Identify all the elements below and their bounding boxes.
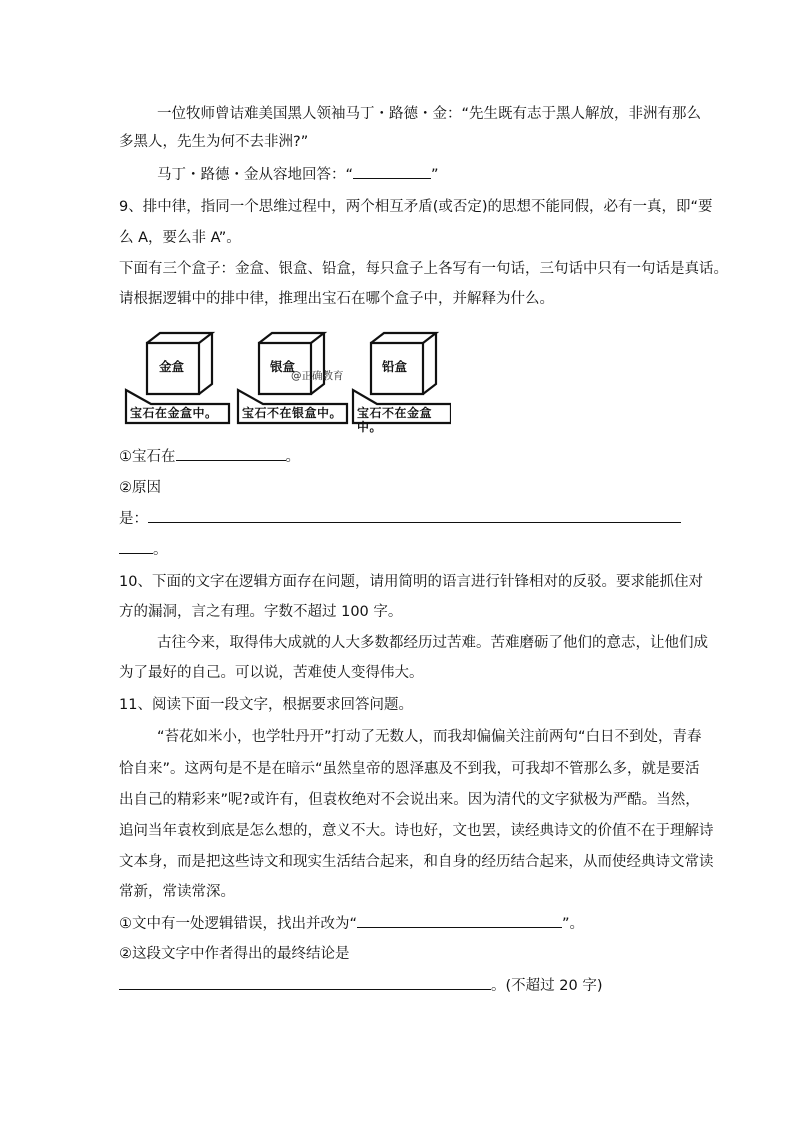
answer-line [119,913,584,934]
paragraph-line: 为了最好的自己。可以说，苦难使人变得伟大。 [119,665,424,681]
gold-box-caption: 宝石在金盒中。 [130,406,218,420]
answer-blank[interactable] [148,508,681,523]
answer-line [119,539,168,560]
answer-prompt: 马丁・路德・金从容地回答：“ [157,167,354,183]
paragraph-line: 多黑人，先生为何不去非洲?” [119,134,309,150]
period: 。 [285,449,300,465]
question-9-line: 9、排中律，指同一个思维过程中，两个相互矛盾(或否定)的思想不能同假，必有一真，即“要 [119,199,713,215]
period: 。 [153,542,168,558]
answer-blank[interactable] [353,164,431,179]
answer-line [119,446,300,467]
word-limit-note: 。(不超过 20 字) [491,978,603,994]
close-quote: ”。 [562,916,585,932]
question-11-line: 11、阅读下面一段文字，根据要求回答问题。 [119,697,413,713]
answer-blank[interactable] [119,975,491,990]
paragraph-line: 文本身，而是把这些诗文和现实生活结合起来，和自身的经历结合起来，从而使经典诗文常读 [119,854,714,870]
answer-prompt: ②原因 [119,480,161,496]
silver-box-caption: 宝石不在银盒中。 [242,406,343,420]
answer-blank[interactable] [357,913,562,928]
paragraph-line: 出自己的精彩来”呢?或许有，但袁枚绝对不会说出来。因为清代的文字狱极为严酷。当然， [119,792,700,808]
question-9-line: 请根据逻辑中的排中律，推理出宝石在哪个盒子中，并解释为什么。 [119,291,554,307]
lead-box-label: 铅盒 [382,359,408,374]
question-9-line: 下面有三个盒子：金盒、银盒、铅盒，每只盒子上各写有一句话，三句话中只有一句话是真话。 [119,261,728,277]
paragraph-line: 古往今来，取得伟大成就的人大多数都经历过苦难。苦难磨砺了他们的意志，让他们成 [157,635,708,651]
question-10-line: 10、下面的文字在逻辑方面存在问题，请用简明的语言进行针锋相对的反驳。要求能抓住对 [119,574,703,590]
watermark: @正确教育 [291,370,344,382]
close-quote: ” [431,167,439,183]
paragraph-line: 一位牧师曾诘难美国黑人领袖马丁・路德・金：“先生既有志于黑人解放，非洲有那么 [157,106,702,122]
answer-blank[interactable] [119,539,153,554]
paragraph-line: “苔花如米小，也学牡丹开”打动了无数人，而我却偏偏关注前两句“白日不到处，青春 [157,729,702,745]
answer-line [119,975,602,996]
answer-line [157,164,439,185]
silver-box-label: 银盒 [270,359,296,374]
answer-blank[interactable] [176,446,286,461]
gold-box-label: 金盒 [159,359,185,374]
answer-line [119,508,681,529]
answer-prompt: ②这段文字中作者得出的最终结论是 [119,946,350,962]
answer-prompt: ①宝石在 [119,449,176,465]
lead-box-caption: 宝石不在金盒中。 [357,406,433,434]
three-boxes-figure [121,327,451,434]
question-10-line: 方的漏洞，言之有理。字数不超过 100 字。 [119,604,403,620]
answer-prompt: 是： [119,511,148,527]
question-9-line: 么 A，要么非 A”。 [119,230,241,246]
paragraph-line: 常新，常读常深。 [119,884,235,900]
paragraph-line: 恰自来”。这两句是不是在暗示“虽然皇帝的恩泽惠及不到我，可我却不管那么多，就是要活 [119,761,700,777]
answer-prompt: ①文中有一处逻辑错误，找出并改为“ [119,916,358,932]
paragraph-line: 追问当年袁枚到底是怎么想的，意义不大。诗也好，文也罢，读经典诗文的价值不在于理解诗 [119,823,714,839]
